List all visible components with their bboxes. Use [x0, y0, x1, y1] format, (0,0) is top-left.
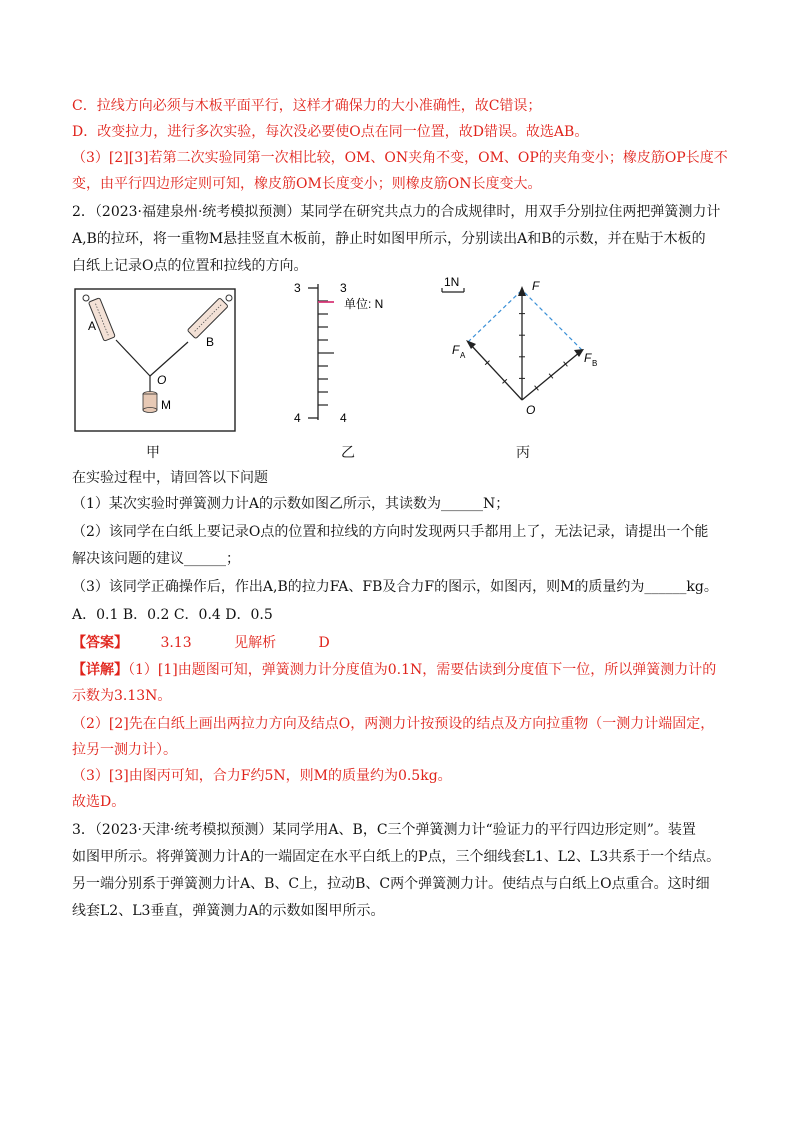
q2-intro: 在实验过程中，请回答以下问题 [72, 470, 268, 486]
prev-line-3b: 变，由平行四边形定则可知，橡皮筋OM长度变小；则橡皮筋ON长度变大。 [72, 176, 542, 192]
legend-1n: 1N [444, 275, 460, 289]
answer-2: 见解析 [234, 635, 277, 651]
q2-sub1: （1）某次实验时弹簧测力计A的示数如图乙所示，其读数为______N； [72, 496, 510, 512]
figure-yi [288, 276, 408, 432]
label-f: F [532, 279, 540, 293]
q2-options: A．0.1 B．0.2 C．0.4 D．0.5 [72, 607, 273, 623]
fig-caption-yi: 乙 [341, 445, 355, 461]
label-fb: F [584, 351, 592, 365]
scale-top-left: 3 [294, 281, 301, 295]
q3-stem-4: 线套L2、L3垂直，弹簧测力A的示数如图甲所示。 [72, 903, 385, 919]
vector-fa [470, 344, 522, 400]
detail-choose: 故选D。 [72, 794, 126, 810]
q3-stem-2: 如图甲所示。将弹簧测力计A的一端固定在水平白纸上的P点，三个细线套L1、L2、L3共系于一个结点。 [72, 849, 721, 865]
scale-bot-left: 4 [294, 411, 301, 425]
label-b: B [206, 335, 215, 349]
prev-line-d: D．改变拉力，进行多次实验，每次没必要使O点在同一位置，故D错误。故选AB。 [72, 124, 589, 140]
prev-line-3a: （3）[2][3]若第二次实验同第一次相比较，OM、ON夹角不变，OM、OP的夹角变小；橡皮筋OP长度不 [72, 150, 728, 166]
answer-1: 3.13 [160, 635, 192, 651]
prev-line-c: C．拉线方向必须与木板平面平行，这样才确保力的大小准确性，故C错误； [72, 98, 542, 114]
fig-caption-bing: 丙 [516, 445, 530, 461]
answer-tag: 【答案】 [72, 635, 128, 651]
label-a: A [88, 319, 97, 333]
unit-label: 单位: N [344, 297, 384, 311]
scale-top-right: 3 [340, 281, 347, 295]
answer-row [72, 633, 330, 653]
q2-sub2a: （2）该同学在白纸上要记录O点的位置和拉线的方向时发现两只手都用上了，无法记录，请提出一个能 [72, 524, 709, 540]
q3-stem-3: 另一端分别系于弹簧测力计A、B、C上，拉动B、C两个弹簧测力计。使结点与白纸上O点重合。这时细 [72, 876, 710, 892]
q2-stem-2: A,B的拉环，将一重物M悬挂竖直木板前，静止时如图甲所示，分别读出A和B的示数，并在贴于木板的 [72, 231, 706, 247]
q2-sub2b: 解决该问题的建议______； [72, 551, 240, 567]
label-o2: O [526, 403, 536, 417]
q2-stem-3: 白纸上记录O点的位置和拉线的方向。 [72, 258, 308, 274]
answer-3: D [318, 635, 330, 651]
label-fb-sub: B [592, 359, 598, 368]
figure-bing [436, 272, 608, 432]
figure-jia [74, 288, 236, 432]
detail-2b: 拉另一测力计）。 [72, 742, 177, 758]
detail-row-1a [72, 660, 716, 680]
detail-3: （3）[3]由图丙可知，合力F约5N，则M的质量约为0.5kg。 [72, 768, 452, 784]
label-o: O [157, 373, 167, 387]
detail-1a: （1）[1]由题图可知，弹簧测力计分度值为0.1N，需要估读到分度值下一位，所以弹簧测力计的 [128, 662, 717, 678]
scale-bot-right: 4 [340, 411, 347, 425]
spring-balance-b-icon [187, 298, 228, 339]
q2-stem-1: 2．（2023·福建泉州·统考模拟预测）某同学在研究共点力的合成规律时，用双手分别拉住两把弹簧测力计 [72, 204, 721, 220]
label-fa: F [452, 343, 460, 357]
label-fa-sub: A [460, 351, 466, 360]
label-m: M [161, 398, 171, 412]
detail-tag: 【详解】 [72, 662, 128, 678]
q2-sub3: （3）该同学正确操作后，作出A,B的拉力FA、FB及合力F的图示，如图丙，则M的质量约为______kg。 [72, 579, 718, 595]
q3-stem-1: 3．（2023·天津·统考模拟预测）某同学用A、B，C三个弹簧测力计“验证力的平行四边形定则”。装置 [72, 822, 696, 838]
detail-1b: 示数为3.13N。 [72, 688, 172, 704]
fig-caption-jia: 甲 [146, 445, 160, 461]
detail-2a: （2）[2]先在白纸上画出两拉力方向及结点O，两测力计按预设的结点及方向拉重物（一测力计端固定， [72, 716, 715, 732]
